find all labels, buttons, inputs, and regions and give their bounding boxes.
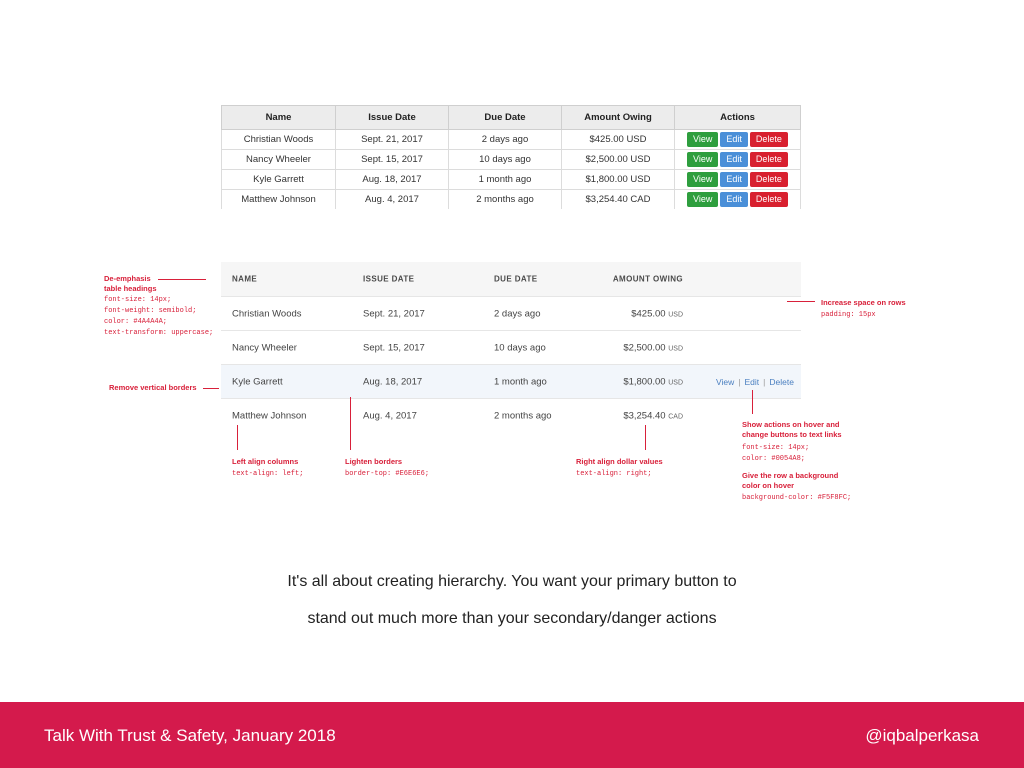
view-button[interactable]: View [687, 132, 718, 147]
cell-name: Kyle Garrett [222, 170, 336, 190]
annotation-leader-line [237, 425, 238, 450]
cell-amount: $1,800.00 USD [562, 170, 675, 190]
cell-due-date: 2 months ago [494, 410, 552, 421]
annotation-deemphasis-code: font-size: 14px; font-weight: semibold; color: #4A4A4A; text-transform: uppercase; [104, 296, 214, 337]
cell-issue-date: Sept. 15, 2017 [336, 150, 449, 170]
annotation-row-space-title: Increase space on rows [821, 298, 906, 307]
cell-due-date: 2 days ago [449, 130, 562, 150]
delete-button[interactable]: Delete [750, 192, 788, 207]
edit-button[interactable]: Edit [720, 172, 748, 187]
annotation-leader-line [752, 390, 753, 414]
cell-issue-date: Sept. 15, 2017 [363, 342, 425, 353]
caption-line-1: It's all about creating hierarchy. You want your primary button to [287, 573, 737, 590]
caption-line-2: stand out much more than your secondary/danger actions [307, 610, 717, 627]
delete-button[interactable]: Delete [750, 152, 788, 167]
annotation-leader-line [203, 388, 219, 389]
view-button[interactable]: View [687, 192, 718, 207]
cell-issue-date: Aug. 18, 2017 [363, 376, 423, 387]
cell-amount [623, 342, 683, 353]
old-header-name: Name [222, 106, 336, 130]
old-header-amount-owing: Amount Owing [562, 106, 675, 130]
annotation-row-bg-title: Give the row a background color on hover [742, 471, 839, 490]
edit-button[interactable]: Edit [720, 132, 748, 147]
annotation-vertical-borders-title: Remove vertical borders [109, 383, 197, 392]
table-row [222, 190, 801, 210]
table-row [222, 130, 801, 150]
table-row[interactable] [221, 398, 801, 432]
edit-link[interactable]: Edit [744, 376, 760, 387]
delete-button[interactable]: Delete [750, 132, 788, 147]
cell-due-date: 10 days ago [449, 150, 562, 170]
cell-actions [675, 150, 801, 170]
row-actions [716, 377, 794, 387]
amount-value: $425.00 [631, 308, 666, 319]
footer-bar [0, 702, 1024, 768]
annotation-row-space-code: padding: 15px [821, 311, 876, 319]
currency-code: USD [668, 379, 683, 386]
annotation-left-align-code: text-align: left; [232, 470, 304, 478]
annotation-lighten-borders-code: border-top: #E6E6E6; [345, 470, 430, 478]
cell-issue-date: Sept. 21, 2017 [336, 130, 449, 150]
view-button[interactable]: View [687, 152, 718, 167]
cell-name: Matthew Johnson [232, 410, 307, 421]
annotation-leader-line [158, 279, 206, 280]
cell-issue-date: Aug. 18, 2017 [336, 170, 449, 190]
redesigned-table [221, 262, 801, 432]
cell-amount [631, 308, 683, 319]
old-table [221, 105, 801, 209]
footer-handle: @iqbalperkasa [865, 726, 979, 745]
view-button[interactable]: View [687, 172, 718, 187]
amount-value: $3,254.40 [623, 410, 666, 421]
new-header-issue-date: ISSUE DATE [363, 274, 415, 284]
delete-link[interactable]: Delete [769, 376, 794, 387]
cell-due-date: 10 days ago [494, 342, 546, 353]
annotation-row-bg-code: background-color: #F5F8FC; [742, 494, 852, 502]
cell-name: Kyle Garrett [232, 376, 283, 387]
cell-due-date: 1 month ago [449, 170, 562, 190]
cell-amount: $3,254.40 CAD [562, 190, 675, 210]
annotation-deemphasis-title: De-emphasis table headings [104, 274, 157, 293]
old-header-actions: Actions [675, 106, 801, 130]
cell-amount [623, 410, 683, 421]
amount-value: $2,500.00 [623, 342, 666, 353]
amount-value: $1,800.00 [623, 376, 666, 387]
cell-due-date: 2 months ago [449, 190, 562, 210]
table-row [222, 170, 801, 190]
new-header-due-date: DUE DATE [494, 274, 538, 284]
edit-button[interactable]: Edit [720, 152, 748, 167]
annotation-hover-actions-code: font-size: 14px; color: #0054A8; [742, 444, 810, 463]
cell-amount [623, 376, 683, 387]
new-header-name: NAME [232, 274, 258, 284]
new-header-amount-owing: AMOUNT OWING [612, 274, 683, 284]
table-row [222, 150, 801, 170]
cell-name: Christian Woods [222, 130, 336, 150]
cell-name: Matthew Johnson [222, 190, 336, 210]
annotation-right-align-title: Right align dollar values [576, 457, 663, 466]
currency-code: CAD [668, 413, 683, 420]
cell-issue-date: Aug. 4, 2017 [336, 190, 449, 210]
edit-button[interactable]: Edit [720, 192, 748, 207]
action-separator: | [738, 376, 741, 387]
annotation-left-align-title: Left align columns [232, 457, 299, 466]
view-link[interactable]: View [716, 376, 735, 387]
cell-due-date: 2 days ago [494, 308, 541, 319]
new-table-header-row [221, 262, 801, 296]
currency-code: USD [668, 345, 683, 352]
action-separator: | [763, 376, 766, 387]
cell-actions [675, 170, 801, 190]
annotation-leader-line [350, 397, 351, 450]
old-table-header-row [222, 106, 801, 130]
cell-amount: $2,500.00 USD [562, 150, 675, 170]
annotation-lighten-borders-title: Lighten borders [345, 457, 403, 466]
cell-actions [675, 190, 801, 210]
old-header-issue-date: Issue Date [336, 106, 449, 130]
cell-due-date: 1 month ago [494, 376, 547, 387]
annotation-leader-line [645, 425, 646, 450]
cell-actions [675, 130, 801, 150]
cell-issue-date: Sept. 21, 2017 [363, 308, 425, 319]
table-row[interactable] [221, 330, 801, 364]
table-row[interactable] [221, 296, 801, 330]
annotation-hover-actions-title: Show actions on hover and change buttons to text links [742, 420, 842, 439]
cell-amount: $425.00 USD [562, 130, 675, 150]
currency-code: USD [668, 311, 683, 318]
cell-name: Nancy Wheeler [232, 342, 297, 353]
cell-name: Christian Woods [232, 308, 302, 319]
delete-button[interactable]: Delete [750, 172, 788, 187]
annotation-leader-line [787, 301, 815, 302]
old-header-due-date: Due Date [449, 106, 562, 130]
footer-talk-title: Talk With Trust & Safety, January 2018 [44, 726, 336, 745]
table-row-hovered[interactable] [221, 364, 801, 398]
annotation-right-align-code: text-align: right; [576, 470, 652, 478]
cell-issue-date: Aug. 4, 2017 [363, 410, 417, 421]
cell-name: Nancy Wheeler [222, 150, 336, 170]
